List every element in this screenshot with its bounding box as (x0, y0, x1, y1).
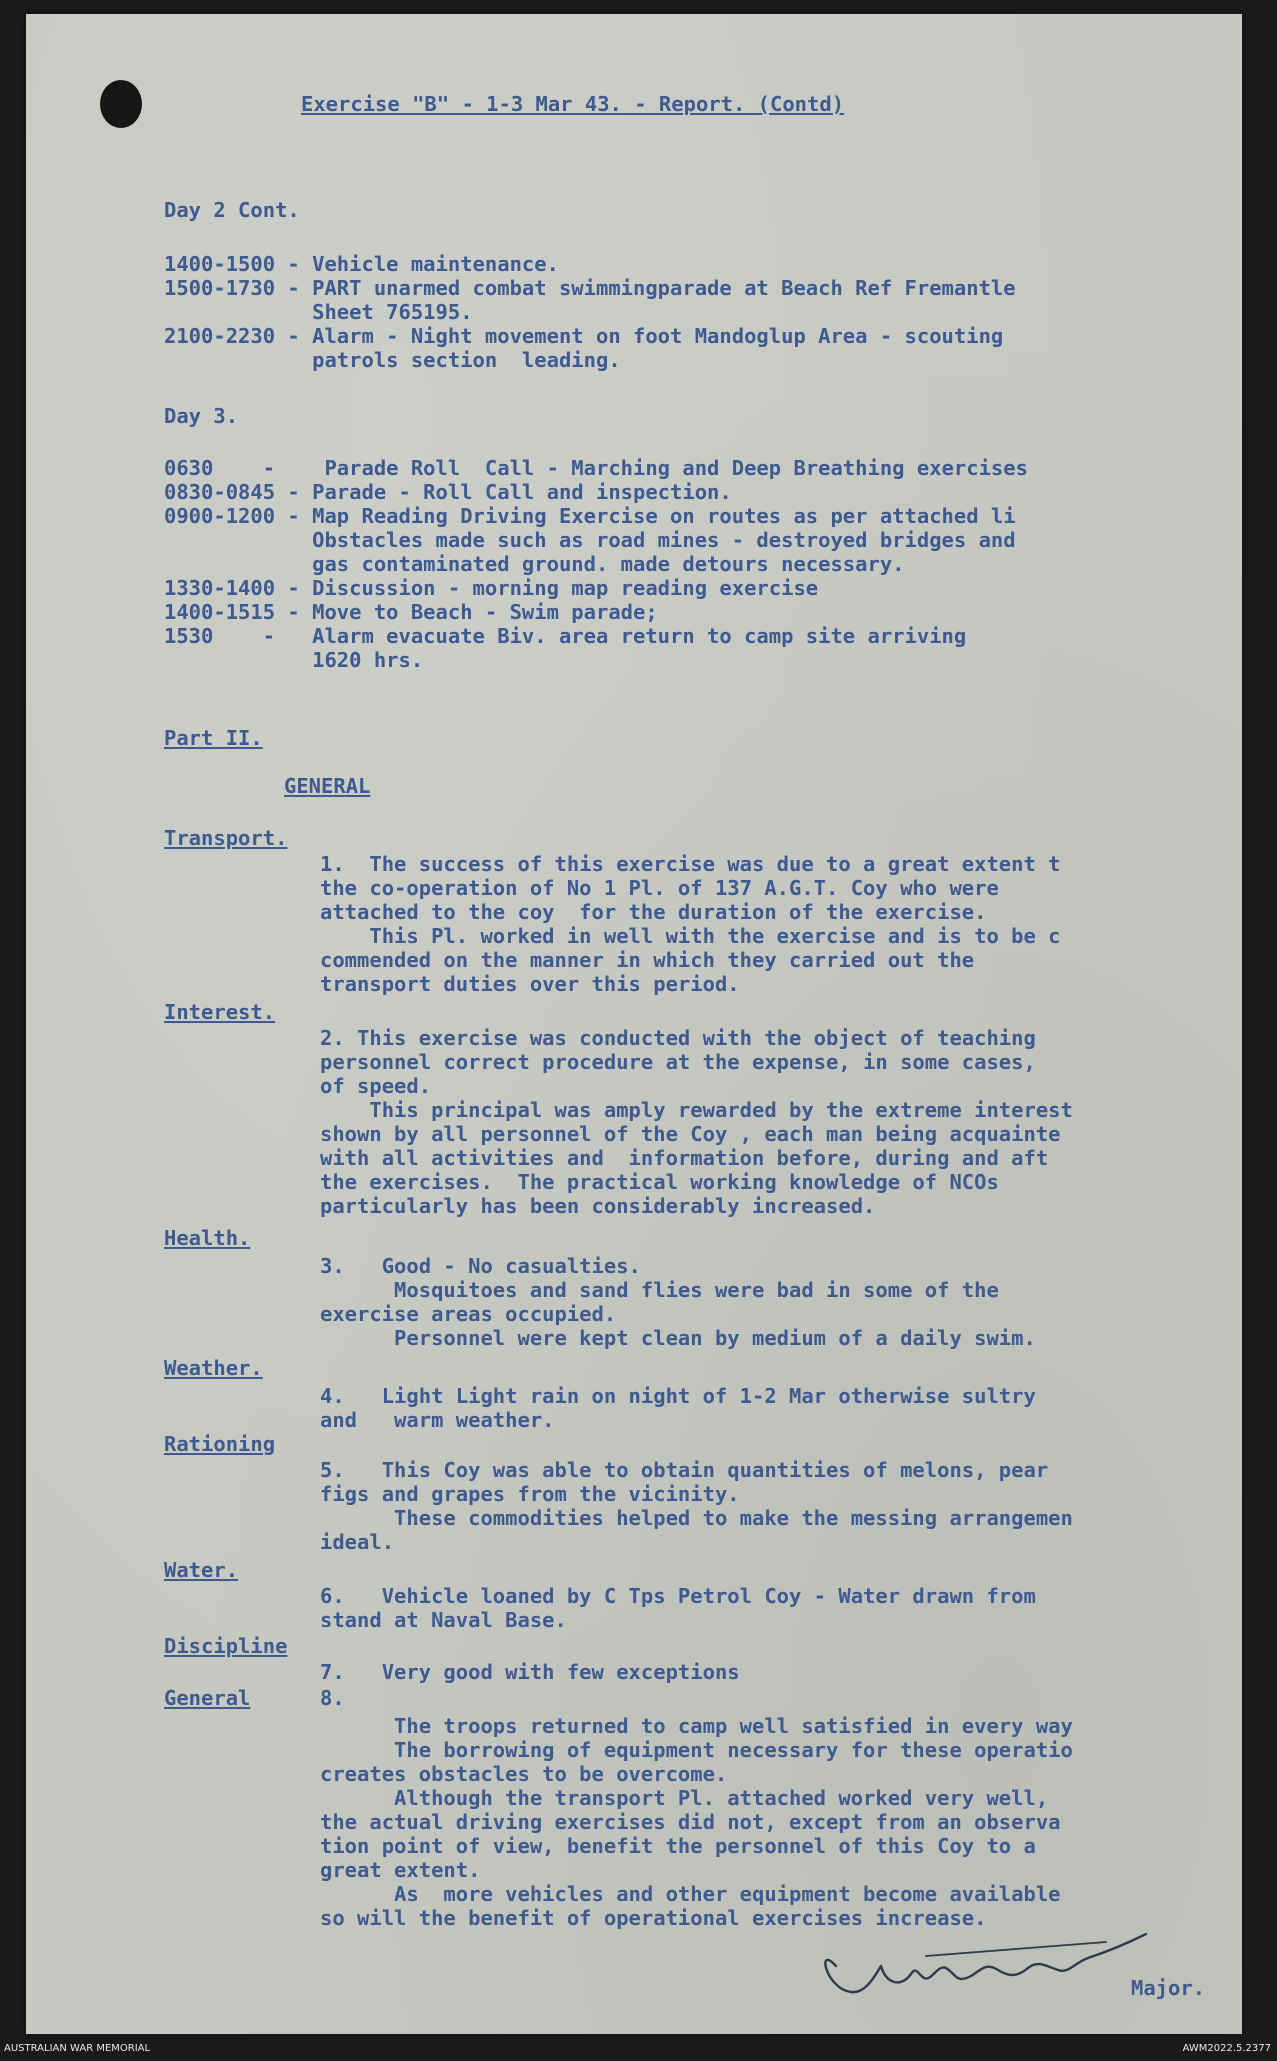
text-line: of speed. (320, 1074, 432, 1098)
text-line: transport duties over this period. (320, 972, 740, 996)
text-line: The troops returned to camp well satisfied in every way (320, 1714, 1073, 1738)
text-line: This Pl. worked in well with the exercise and is to be c (320, 924, 1061, 948)
text-line: great extent. (320, 1858, 481, 1882)
side-heading-interest: Interest. (164, 1000, 276, 1024)
text-line: 0900-1200 - Map Reading Driving Exercise on routes as per attached li (164, 504, 1016, 528)
text-line: personnel correct procedure at the expense, in some cases, (320, 1050, 1036, 1074)
text-line: 4. Light Light rain on night of 1-2 Mar otherwise sultry (320, 1384, 1036, 1408)
text-line: 0830-0845 - Parade - Roll Call and inspection. (164, 480, 732, 504)
text-line: 1330-1400 - Discussion - morning map reading exercise (164, 576, 819, 600)
signature-title: Major. (1131, 1976, 1206, 2000)
text-line: the actual driving exercises did not, except from an observa (320, 1810, 1061, 1834)
text-line: so will the benefit of operational exercises increase. (320, 1906, 987, 1930)
text-line: 6. Vehicle loaned by C Tps Petrol Coy - Water drawn from (320, 1584, 1036, 1608)
text-line: This principal was amply rewarded by the extreme interest (320, 1098, 1073, 1122)
text-line: particularly has been considerably increased. (320, 1194, 876, 1218)
side-heading-general: General (164, 1686, 251, 1710)
text-line: 1620 hrs. (164, 648, 424, 672)
paragraph-number: 8. (320, 1686, 345, 1710)
footer-reference: AWM2022.5.2377 (1182, 2043, 1271, 2054)
text-line: gas contaminated ground. made detours necessary. (164, 552, 905, 576)
text-line: 2. This exercise was conducted with the object of teaching (320, 1026, 1036, 1050)
text-line: stand at Naval Base. (320, 1608, 567, 1632)
text-line: 3. Good - No casualties. (320, 1254, 641, 1278)
side-heading-water: Water. (164, 1558, 239, 1582)
text-line: tion point of view, benefit the personnel of this Coy to a (320, 1834, 1036, 1858)
text-line: commended on the manner in which they carried out the (320, 948, 975, 972)
text-line: These commodities helped to make the messing arrangemen (320, 1506, 1073, 1530)
side-heading-rationing: Rationing (164, 1432, 276, 1456)
text-line: 7. Very good with few exceptions (320, 1660, 740, 1684)
section-heading-day3: Day 3. (164, 404, 239, 428)
text-line: 0630 - Parade Roll Call - Marching and Deep Breathing exercises (164, 456, 1028, 480)
report-title: Exercise "B" - 1-3 Mar 43. - Report. (Contd) (301, 92, 845, 116)
text-line: 5. This Coy was able to obtain quantities of melons, pear (320, 1458, 1049, 1482)
footer-source: AUSTRALIAN WAR MEMORIAL (4, 2043, 151, 2054)
text-line: The borrowing of equipment necessary for these operatio (320, 1738, 1073, 1762)
side-heading-health: Health. (164, 1226, 251, 1250)
text-line: ideal. (320, 1530, 395, 1554)
text-line: exercise areas occupied. (320, 1302, 617, 1326)
signature-block (806, 1904, 1226, 2014)
text-line: Obstacles made such as road mines - destroyed bridges and (164, 528, 1016, 552)
text-line: patrols section leading. (164, 348, 621, 372)
text-line: 1530 - Alarm evacuate Biv. area return to camp site arriving (164, 624, 967, 648)
text-line: shown by all personnel of the Coy , each man being acquainte (320, 1122, 1061, 1146)
text-line: creates obstacles to be overcome. (320, 1762, 728, 1786)
text-line: attached to the coy for the duration of the exercise. (320, 900, 987, 924)
part-heading: Part II. (164, 726, 263, 750)
side-heading-weather: Weather. (164, 1356, 263, 1380)
text-line: Although the transport Pl. attached worked very well, (320, 1786, 1049, 1810)
text-line: 1. The success of this exercise was due to a great extent t (320, 852, 1061, 876)
text-line: the co-operation of No 1 Pl. of 137 A.G.T. Coy who were (320, 876, 999, 900)
text-line: 1400-1515 - Move to Beach - Swim parade; (164, 600, 658, 624)
text-line: the exercises. The practical working knowledge of NCOs (320, 1170, 999, 1194)
text-line: Mosquitoes and sand flies were bad in some of the (320, 1278, 999, 1302)
text-line: 2100-2230 - Alarm - Night movement on foot Mandoglup Area - scouting (164, 324, 1004, 348)
typed-text-body (26, 14, 1242, 2034)
document-page (26, 14, 1242, 2034)
text-line: and warm weather. (320, 1408, 555, 1432)
general-heading: GENERAL (284, 774, 371, 798)
text-line: 1500-1730 - PART unarmed combat swimmingparade at Beach Ref Fremantle (164, 276, 1016, 300)
text-line: 1400-1500 - Vehicle maintenance. (164, 252, 559, 276)
text-line: with all activities and information before, during and aft (320, 1146, 1049, 1170)
text-line: Personnel were kept clean by medium of a daily swim. (320, 1326, 1036, 1350)
text-line: As more vehicles and other equipment become available (320, 1882, 1061, 1906)
text-line: figs and grapes from the vicinity. (320, 1482, 740, 1506)
section-heading-day2: Day 2 Cont. (164, 198, 300, 222)
side-heading-discipline: Discipline (164, 1634, 288, 1658)
side-heading-transport: Transport. (164, 826, 288, 850)
text-line: Sheet 765195. (164, 300, 473, 324)
